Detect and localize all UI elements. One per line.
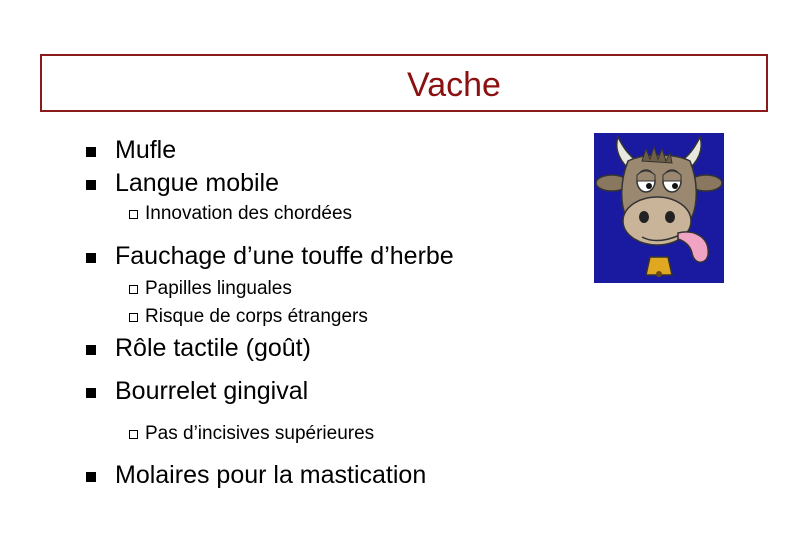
cow-cartoon-icon <box>594 133 724 283</box>
bullet-hollow-square-icon <box>129 313 138 322</box>
bullet-hollow-square-icon <box>129 210 138 219</box>
bullet-square-icon <box>86 180 96 190</box>
list-subitem: Papilles linguales <box>145 278 292 299</box>
slide-title: Vache <box>407 66 501 104</box>
list-item: Fauchage d’une touffe d’herbe <box>115 242 454 270</box>
list-item: Mufle <box>115 136 177 164</box>
list-item: Langue mobile <box>115 169 280 197</box>
list-item: Rôle tactile (goût) <box>115 334 311 362</box>
bullet-square-icon <box>86 345 96 355</box>
bullet-square-icon <box>86 147 96 157</box>
bullet-square-icon <box>86 253 96 263</box>
bullet-hollow-square-icon <box>129 285 138 294</box>
list-item: Bourrelet gingival <box>115 377 309 405</box>
list-subitem: Innovation des chordées <box>145 203 353 224</box>
list-subitem: Risque de corps étrangers <box>145 306 368 327</box>
title-box <box>40 54 768 112</box>
bullet-square-icon <box>86 388 96 398</box>
list-item: Molaires pour la mastication <box>115 461 427 489</box>
bullet-square-icon <box>86 472 96 482</box>
bullet-hollow-square-icon <box>129 430 138 439</box>
list-subitem: Pas d’incisives supérieures <box>145 423 375 444</box>
